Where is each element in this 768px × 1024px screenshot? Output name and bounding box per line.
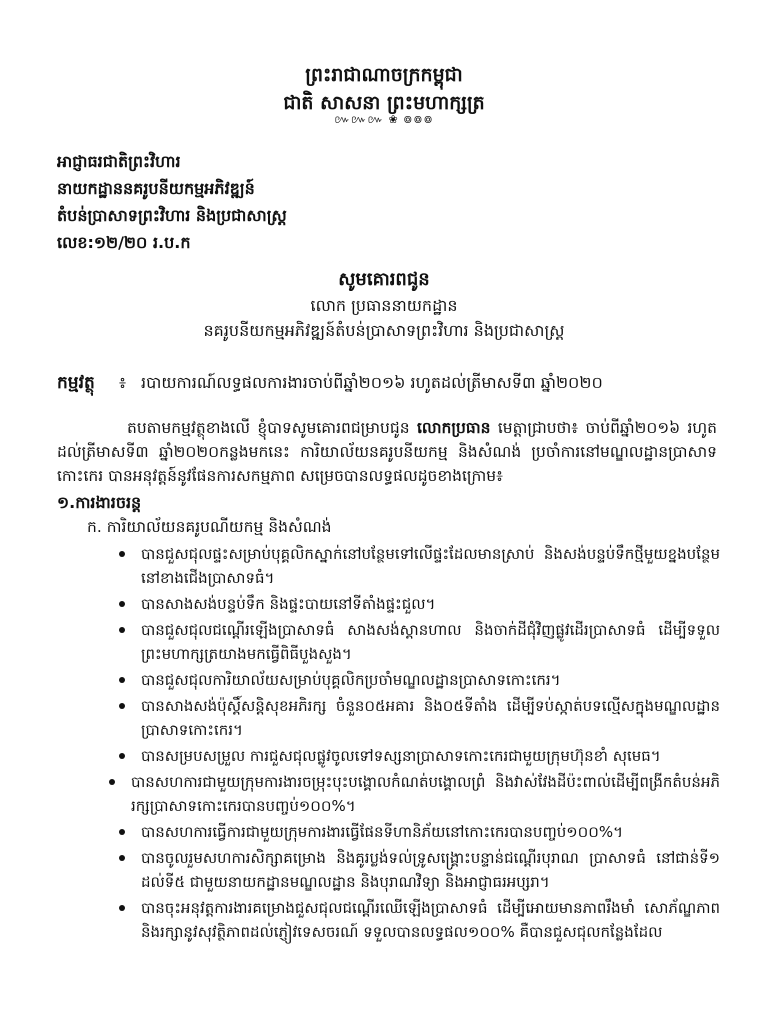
sender-authority: អាជ្ញាធរជាតិព្រះវិហារ <box>57 152 181 171</box>
intro-part-2: មេត្តាជ្រាបថា៖ ចាប់ពីឆ្នាំ២០១៦ រហូតដល់ត្រីមាសទី៣ ឆ្នាំ២០២០កន្លងមកនេះ ការិយាល័យនគរូបនីយកម្ម និងសំណង់ ប្រចាំការនៅមណ្ឌលដ្ឋានប្រាសាទកោះកេរ បានអនុវត្តន៍នូវផែនការសកម្មភាព សម្រេចបានលទ្ធផលដូចខាងក្រោម៖ <box>57 419 717 485</box>
list-item-text: បានចូលរួមសហការសិក្សាគម្រោង និងគូរប្លង់ទល់ទ្រូសង្គ្រោះបន្ទាន់ជណ្ដើរបុរាណ ប្រាសាទធំ នៅជាន់ទី១ ដល់ទី៥ ជាមួយនាយកដ្ឋានមណ្ឌលដ្ឋាន និងបុរាណវិទ្យា និងអាជ្ញាធរអប្សរា។ <box>141 849 720 891</box>
bullet-icon <box>119 829 125 835</box>
sender-department: នាយកដ្ឋាននគរូបនីយកម្មអភិវឌ្ឍន៍ <box>57 179 255 198</box>
intro-part-1: តបតាមកម្មវត្ថុខាងលើ ខ្ញុំបាទសូមគោរពជម្រាបជូន <box>127 419 410 437</box>
intro-emphasis: លោកប្រធាន <box>416 419 491 437</box>
list-item-text: បានសាងសង់ប៉ុស្តិ៍សន្តិសុខអភិរក្ស ចំនួន០៥អគារ និង០៥ទីតាំង ដើម្បីទប់ស្កាត់បទល្មើសក្នុងមណ្ឌលដ្ឋានប្រាសាទកោះកេរ។ <box>141 697 720 739</box>
sender-area: តំបន់ប្រាសាទព្រះវិហារ និងប្រជាសាស្ត្រ <box>57 206 287 225</box>
recipient-title: លោក ប្រធាននាយកដ្ឋាន <box>310 296 458 315</box>
list-item-text: បានសាងសង់បន្ទប់ទឹក និងផ្ទះបាយនៅទីតាំងផ្ទះជួល។ <box>141 595 436 613</box>
list-item-text: បានជួសជុលជណ្ដើរឡើងប្រាសាទធំ សាងសង់ស្តានហាល និងចាក់ដីជុំវិញផ្លូវដើរប្រាសាទធំ ដើម្បីទទួលព្រះមហាក្សត្រយាងមកធ្វើពិធីបួងសួង។ <box>141 621 720 663</box>
subsection-title: ក. ការិយាល័យនគរូបណីយកម្ម និងសំណង់ <box>87 518 332 536</box>
list-item <box>115 592 720 616</box>
list-item <box>115 820 720 844</box>
list-item <box>115 846 720 894</box>
subject-text: របាយការណ៍លទ្ធផលការងារចាប់ពីឆ្នាំ២០១៦ រហូតដល់ត្រីមាសទី៣ ឆ្នាំ២០២០ <box>141 373 603 392</box>
national-motto: ជាតិ សាសនា ព្រះមហាក្សត្រ <box>283 92 485 114</box>
list-item <box>115 668 720 692</box>
list-item-text: បានសហការជាមួយក្រុមការងារចម្រុះបុះបង្គោលកំណត់បង្គោលព្រំ និងវាស់វែងដីប៉ះពាល់ដើម្បីពង្រីកតំបន់អភិរក្សប្រាសាទកោះកេរបានបញ្ចប់១០០%។ <box>131 773 720 815</box>
subject-label: កម្មវត្ថុ <box>57 373 95 393</box>
subject-line <box>57 370 717 396</box>
section-title: ១.ការងារចរន្ត <box>57 493 142 512</box>
bullet-icon <box>119 677 125 683</box>
intro-paragraph <box>57 416 717 488</box>
bullet-icon <box>109 779 115 785</box>
kingdom-heading: ព្រះរាជាណាចក្រកម្ពុជា <box>305 64 463 86</box>
list-item-text: បានសម្របសម្រួល ការជួសជុលផ្លូវចូលទៅទស្សនាប្រាសាទកោះកេរជាមួយក្រុមហ៊ុនខាំ សុមេធ។ <box>141 747 661 765</box>
list-item <box>115 618 720 666</box>
bullet-icon <box>119 703 125 709</box>
list-item-text: បានសហការធ្វើការជាមួយក្រុមការងារធ្វើផែនទីហានិភ័យនៅកោះកេរបានបញ្ចប់១០០%។ <box>141 823 623 841</box>
list-item <box>115 542 720 590</box>
recipient-heading: សូមគោរពជូន <box>338 269 430 290</box>
bullet-icon <box>119 905 125 911</box>
sender-block <box>57 148 717 256</box>
reference-number: លេខ:១២/២០ រ.ប.ក <box>57 233 191 252</box>
ornament-divider: ៚៚៚ ❀ ៙៙៙ <box>334 113 434 126</box>
bullet-icon <box>119 855 125 861</box>
list-item-text: បានជួសជុលផ្ទះសម្រាប់បុគ្គលិកស្នាក់នៅបន្ថែមទៅលើផ្ទះដែលមានស្រាប់ និងសង់បន្ទប់ទឹកថ្មីមួយខ្នងបន្ថែម នៅខាងជើងប្រាសាទធំ។ <box>141 545 720 587</box>
list-item <box>115 694 720 742</box>
bullet-icon <box>119 627 125 633</box>
list-item <box>115 744 720 768</box>
bullet-icon <box>119 753 125 759</box>
list-item-text: បានចុះអនុវត្តការងារគម្រោងជួសជុលជណ្ដើរឈើឡើងប្រាសាទធំ ដើម្បីអោយមានភាពរឹងមាំ សោភ័ណ្ឌភាព និងរក្សានូវសុវត្ថិភាពដល់ភ្ញៀវទេសចរណ៍ ទទួលបានលទ្ធផល១០០% គឺបានជួសជុលកន្លែងដែល <box>141 899 720 941</box>
list-item <box>105 770 720 818</box>
recipient-department: នគរូបនីយកម្មអភិវឌ្ឍន៍តំបន់ប្រាសាទព្រះវិហារ និងប្រជាសាស្ត្រ <box>203 321 565 340</box>
subject-colon: ៖ <box>119 373 127 392</box>
bullet-icon <box>119 601 125 607</box>
list-item-text: បានជួសជុលការិយាល័យសម្រាប់បុគ្គលិកប្រចាំមណ្ឌលដ្ឋានប្រាសាទកោះកេរ។ <box>141 671 561 689</box>
bullet-icon <box>119 551 125 557</box>
list-item <box>115 896 720 944</box>
bullet-list <box>115 542 720 946</box>
